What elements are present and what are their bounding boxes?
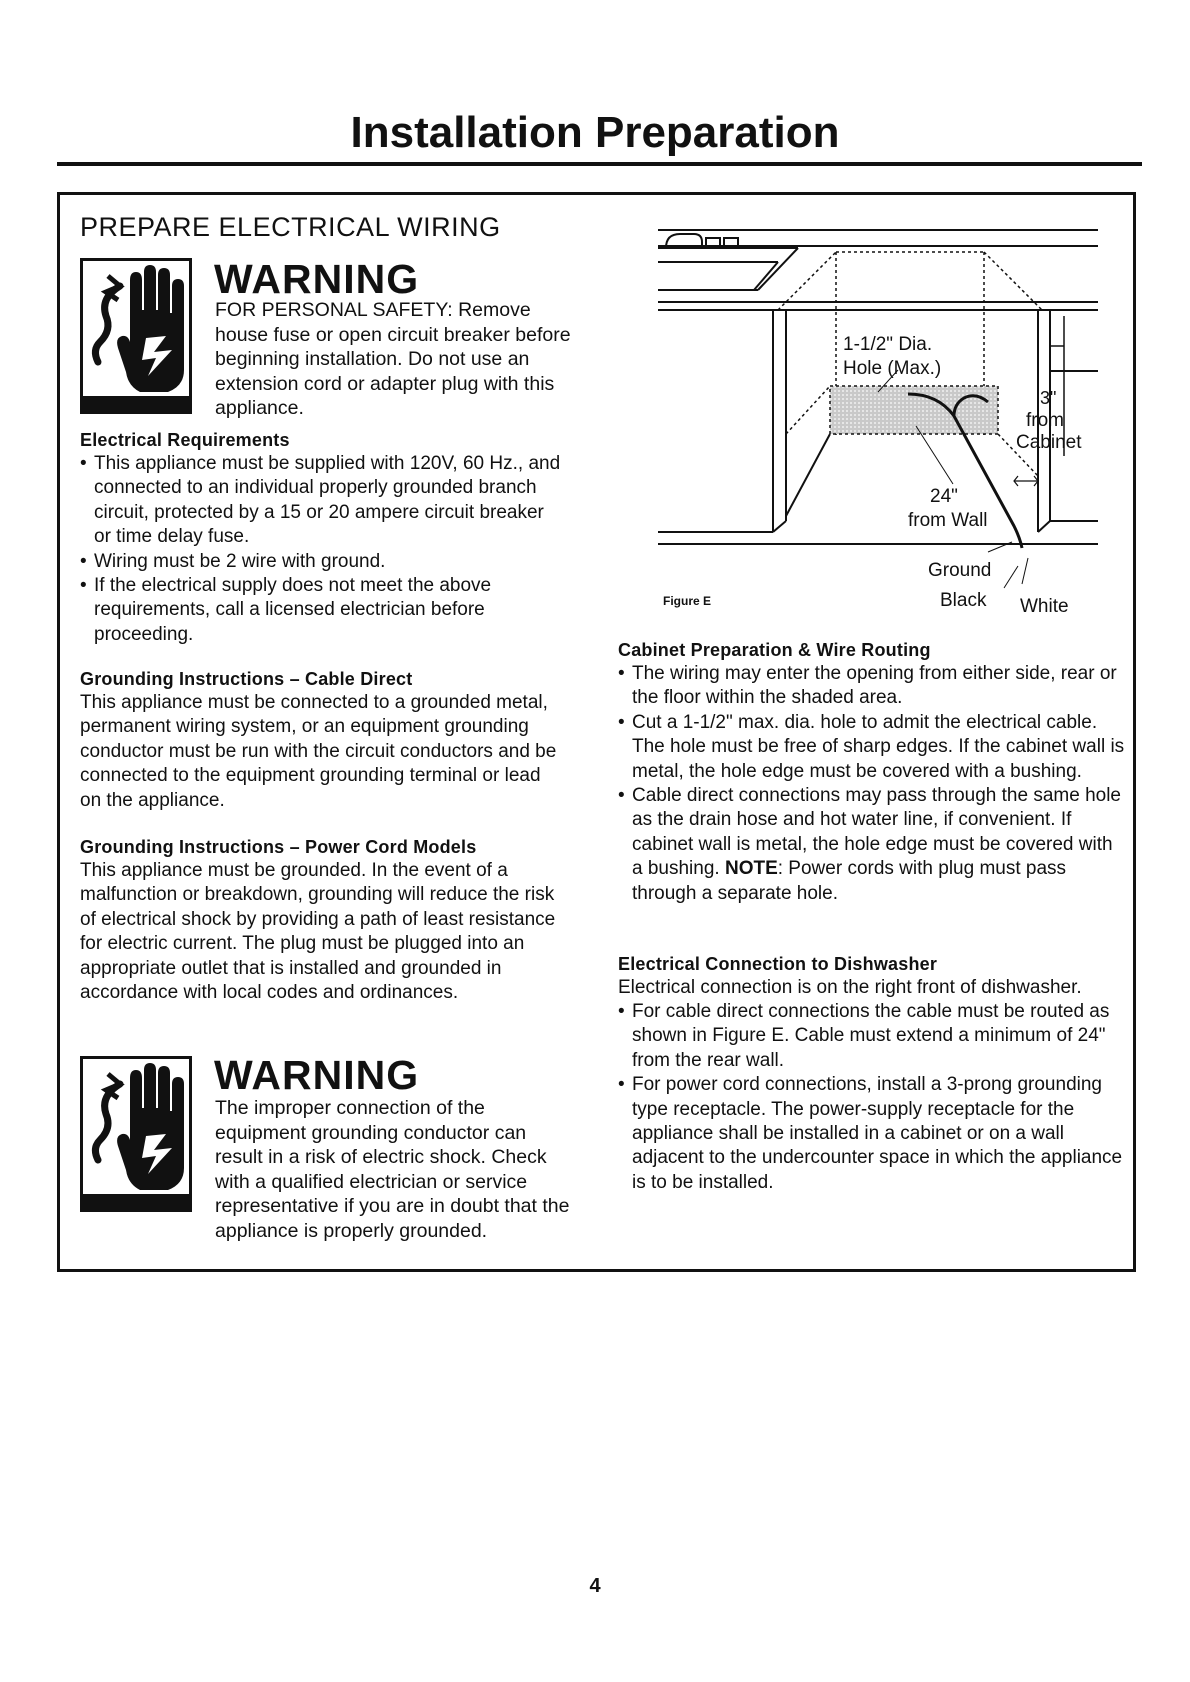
list-item: • For cable direct connections the cable must be routed as shown in Figure E. Cable must extend a minimum of 24" from the rear wall. (618, 1000, 1128, 1073)
cabinet-dimension-label: Cabinet (1016, 432, 1082, 453)
black-wire-label: Black (940, 590, 987, 611)
list-item-text: Cable direct connections may pass through the same hole as the drain hose and hot water line, if convenient. If cabinet wall is metal, the hole edge must be covered with a bushing. (632, 785, 1121, 880)
page-number: 4 (589, 1575, 601, 1597)
note-text: : Power cords with plug must pass through a separate hole. (632, 858, 1067, 904)
electrical-connection-heading: Electrical Connection to Dishwasher (618, 954, 938, 974)
ground-wire-label: Ground (928, 560, 992, 581)
grounding-cable-heading: Grounding Instructions – Cable Direct (80, 669, 413, 689)
wall-dimension-label: from Wall (908, 510, 988, 531)
warning-title: WARNING (214, 256, 420, 302)
list-item: • If the electrical supply does not meet the above requirements, call a licensed electrician before proceeding. (80, 574, 565, 647)
warning-text: The improper connection of the equipment grounding conductor can result in a risk of electric shock. Check with a qualified electrician or service representative if you are in doubt that the appliance is properly grounded. (215, 1097, 570, 1242)
list-item: • Cut a 1-1/2" max. dia. hole to admit the electrical cable. The hole must be free of sharp edges. If the cabinet wall is metal, the hole edge must be covered with a bushing. (618, 711, 1128, 784)
grounding-cord-heading: Grounding Instructions – Power Cord Models (80, 837, 477, 857)
warning-text: FOR PERSONAL SAFETY: Remove house fuse or open circuit breaker before beginning installation. Do not use an extension cord or adapter plug with this appliance. (215, 299, 571, 419)
cabinet-prep-heading: Cabinet Preparation & Wire Routing (618, 640, 931, 660)
electrical-connection-intro: Electrical connection is on the right front of dishwasher. (618, 977, 1082, 998)
list-item: • The wiring may enter the opening from either side, rear or the floor within the shaded area. (618, 662, 1128, 711)
cabinet-dimension-label: 3" (1040, 388, 1057, 408)
electric-shock-hand-icon (80, 258, 192, 414)
list-item (618, 784, 1128, 906)
hole-label-line1: 1-1/2" Dia. (843, 334, 933, 355)
electrical-requirements-heading: Electrical Requirements (80, 430, 290, 450)
cabinet-prep-list (618, 662, 1128, 906)
section-heading: PREPARE ELECTRICAL WIRING (80, 212, 501, 242)
list-item: • Wiring must be 2 wire with ground. (80, 550, 565, 574)
figure-e-diagram (658, 226, 1098, 631)
electric-shock-hand-icon (80, 1056, 192, 1212)
hole-label-line2: Hole (Max.) (843, 358, 942, 379)
title-rule (57, 162, 1142, 166)
note-label: NOTE (724, 858, 778, 880)
page-title: Installation Preparation (350, 108, 840, 157)
electrical-requirements-list (80, 452, 565, 647)
figure-label: Figure E (663, 594, 712, 608)
warning-title: WARNING (214, 1052, 420, 1098)
grounding-cord-text: This appliance must be grounded. In the event of a malfunction or breakdown, grounding will reduce the risk of electrical shock by providing a path of least resistance for electric current. The plug must be plugged into an appropriate outlet that is installed and grounded in accordance with local codes and ordinances. (80, 860, 556, 1004)
list-item: • This appliance must be supplied with 120V, 60 Hz., and connected to an individual properly grounded branch circuit, protected by a 15 or 20 ampere circuit breaker or time delay fuse. (80, 452, 565, 550)
white-wire-label: White (1020, 596, 1069, 617)
electrical-connection-list (618, 1000, 1128, 1195)
grounding-cable-text: This appliance must be connected to a grounded metal, permanent wiring system, or an equipment grounding conductor must be run with the circuit conductors and be connected to the equipment grounding terminal or lead on the appliance. (80, 692, 557, 811)
cabinet-dimension-label: from (1026, 410, 1064, 431)
wall-dimension-label: 24" (930, 486, 958, 507)
list-item: • For power cord connections, install a 3-prong grounding type receptacle. The power-supply receptacle for the appliance shall be installed in a cabinet or on a wall adjacent to the undercounter space in which the appliance is to be installed. (618, 1073, 1128, 1195)
